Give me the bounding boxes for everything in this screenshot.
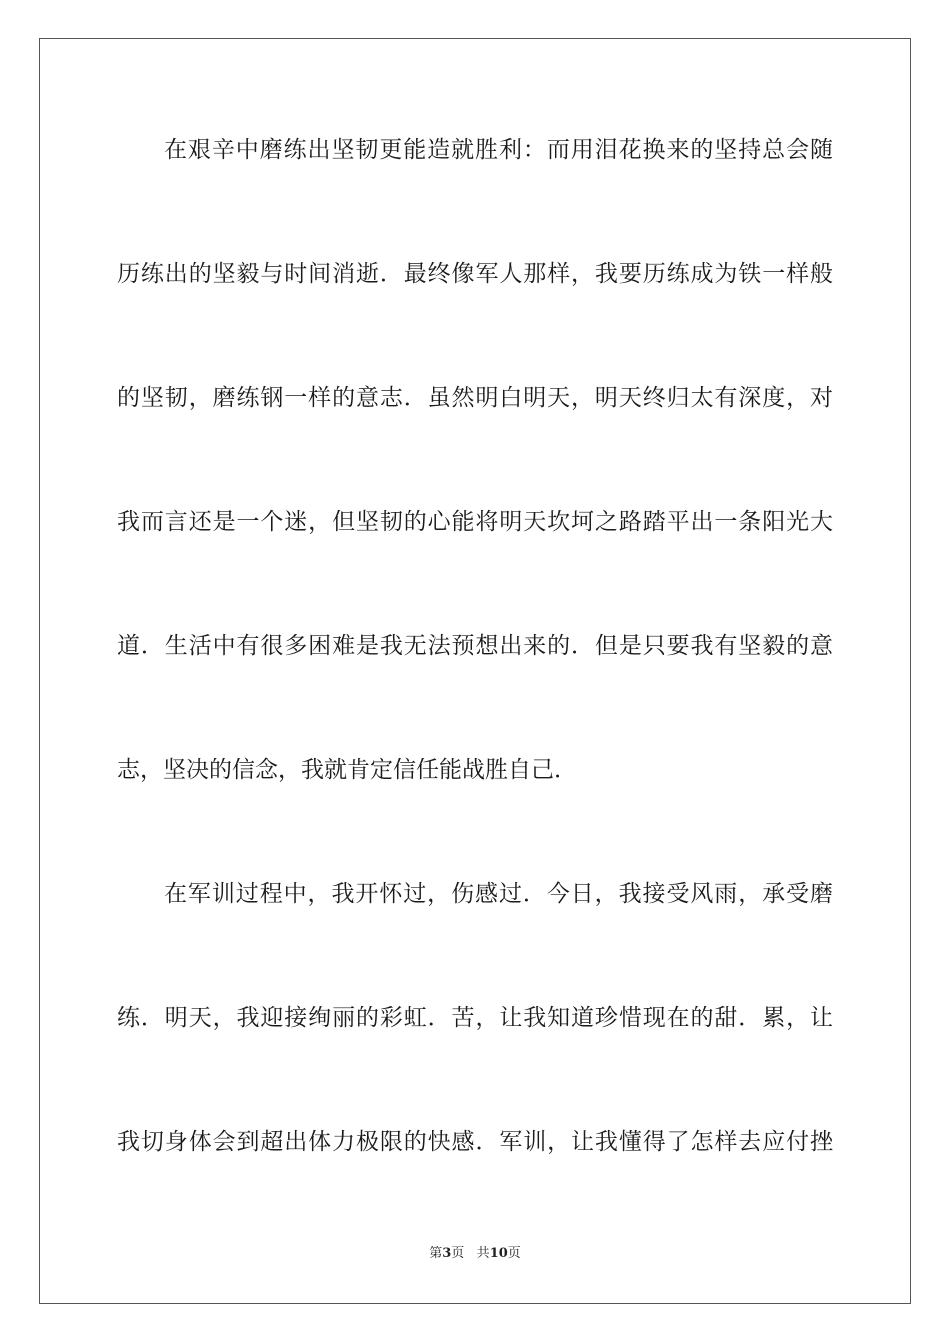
total-pages-suffix: 页 bbox=[507, 1246, 521, 1261]
page-number-prefix: 第 bbox=[429, 1246, 443, 1261]
page-number-suffix: 页 bbox=[451, 1246, 465, 1261]
paragraph-1-line-1: 在艰辛中磨练出坚韧更能造就胜利：而用泪花换来的坚持总会随 bbox=[164, 137, 833, 163]
paragraph-2-line-3: 我切身体会到超出体力极限的快感．军训，让我懂得了怎样去应付挫 bbox=[117, 1129, 833, 1155]
paragraph-1-line-6: 志，坚决的信念，我就肯定信任能战胜自己． bbox=[117, 757, 577, 783]
page-number-current: 3 bbox=[442, 1246, 452, 1261]
paragraph-1-line-4: 我而言还是一个迷，但坚韧的心能将明天坎坷之路踏平出一条阳光大 bbox=[117, 509, 833, 535]
page-border bbox=[39, 38, 911, 1304]
paragraph-2-line-2: 练．明天，我迎接绚丽的彩虹．苦，让我知道珍惜现在的甜．累，让 bbox=[117, 1005, 833, 1031]
page-footer bbox=[0, 1245, 950, 1263]
paragraph-1-line-2: 历练出的坚毅与时间消逝．最终像军人那样，我要历练成为铁一样般 bbox=[117, 261, 833, 287]
total-pages-prefix: 共 bbox=[476, 1246, 490, 1261]
paragraph-1-line-3: 的坚韧，磨练钢一样的意志．虽然明白明天，明天终归太有深度，对 bbox=[117, 385, 833, 411]
total-pages-count: 10 bbox=[489, 1246, 508, 1261]
paragraph-1-line-5: 道．生活中有很多困难是我无法预想出来的．但是只要我有坚毅的意 bbox=[117, 633, 833, 659]
paragraph-2-line-1: 在军训过程中，我开怀过，伤感过．今日，我接受风雨，承受磨 bbox=[164, 881, 833, 907]
